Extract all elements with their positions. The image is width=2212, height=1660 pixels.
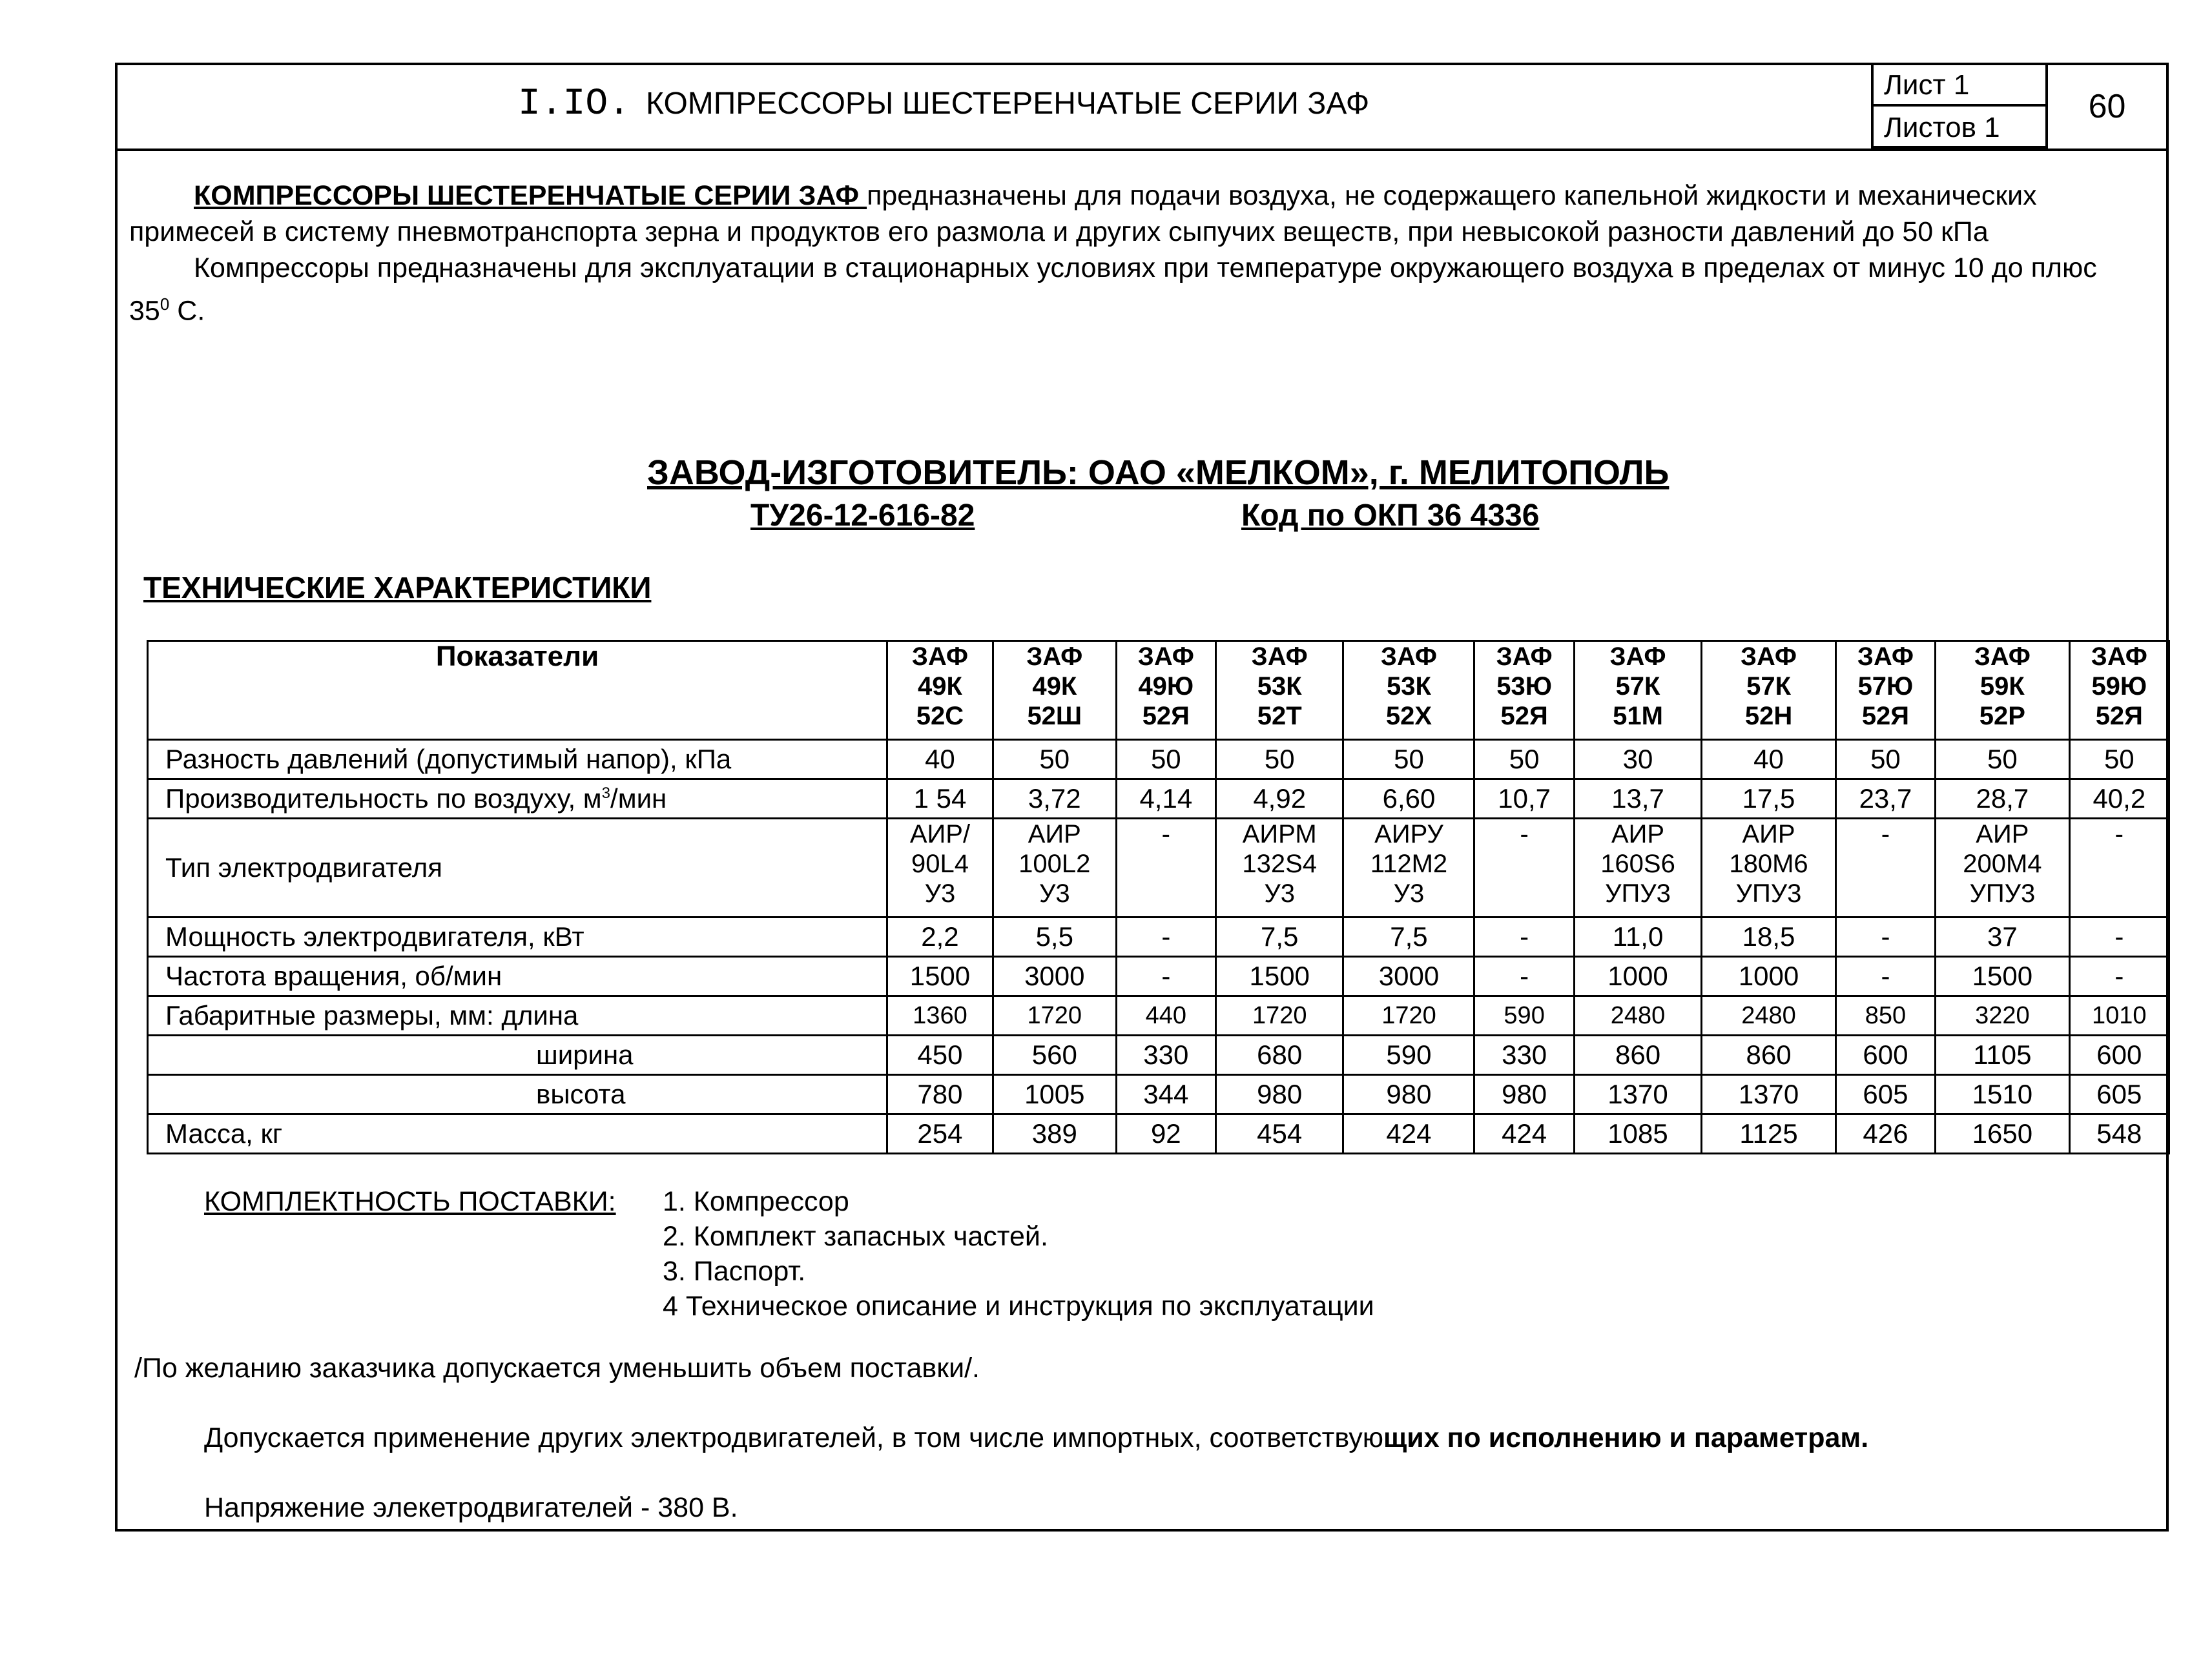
delivery-label: КОМПЛЕКТНОСТЬ ПОСТАВКИ: — [204, 1186, 616, 1217]
table-cell: 344 — [1116, 1075, 1215, 1114]
row-label: Габаритные размеры, мм: длина — [148, 996, 887, 1036]
table-header-row — [148, 641, 2169, 740]
table-cell: 2480 — [1574, 996, 1701, 1036]
table-cell: 780 — [887, 1075, 993, 1114]
table-cell: 424 — [1474, 1114, 1574, 1154]
table-row-pressure — [148, 740, 2169, 779]
row-label: высота — [148, 1075, 887, 1114]
specs-heading: ТЕХНИЧЕСКИЕ ХАРАКТЕРИСТИКИ — [143, 571, 652, 604]
column-header-model: ЗАФ 49Ю 52Я — [1116, 641, 1215, 740]
table-cell: 3000 — [993, 957, 1116, 996]
table-cell: 1720 — [1215, 996, 1343, 1036]
table-cell: 30 — [1574, 740, 1701, 779]
table-cell: 7,5 — [1343, 917, 1474, 957]
row-label: Мощность электродвигателя, кВт — [148, 917, 887, 957]
table-cell: - — [2069, 819, 2169, 917]
customer-note: /По желанию заказчика допускается уменьшить объем поставки/. — [134, 1353, 980, 1384]
table-cell: 1085 — [1574, 1114, 1701, 1154]
table-cell: 590 — [1343, 1036, 1474, 1075]
table-cell: 37 — [1936, 917, 2070, 957]
table-cell: 600 — [2069, 1036, 2169, 1075]
table-cell: - — [1835, 917, 1935, 957]
table-cell: 18,5 — [1702, 917, 1836, 957]
intro-text — [129, 178, 2144, 329]
intro-p2-b: С. — [169, 295, 205, 327]
table-cell: 50 — [1474, 740, 1574, 779]
table-cell: 6,60 — [1343, 779, 1474, 819]
section-number: I.IO. — [518, 83, 631, 125]
table-cell: 50 — [2069, 740, 2169, 779]
table-cell: АИР 160S6 УПУ3 — [1574, 819, 1701, 917]
column-header-model: ЗАФ 57К 51М — [1574, 641, 1701, 740]
intro-paragraph-2 — [129, 250, 2144, 329]
table-cell: 605 — [1835, 1075, 1935, 1114]
table-cell: 1370 — [1574, 1075, 1701, 1114]
table-cell: АИР 200М4 УПУ3 — [1936, 819, 2070, 917]
table-cell: 1000 — [1574, 957, 1701, 996]
table-cell: 1005 — [993, 1075, 1116, 1114]
page-number: 60 — [2045, 65, 2166, 149]
degree-sup: 0 — [160, 294, 170, 314]
table-cell: АИРМ 132S4 У3 — [1215, 819, 1343, 917]
table-cell: 13,7 — [1574, 779, 1701, 819]
table-cell: 1360 — [887, 996, 993, 1036]
table-cell: 850 — [1835, 996, 1935, 1036]
table-cell: 1500 — [887, 957, 993, 996]
table-cell: 1370 — [1702, 1075, 1836, 1114]
row-label: Тип электродвигателя — [148, 819, 887, 917]
table-row-capacity — [148, 779, 2169, 819]
column-header-model: ЗАФ 57Ю 52Я — [1835, 641, 1935, 740]
column-header-model: ЗАФ 57К 52Н — [1702, 641, 1836, 740]
table-cell: 330 — [1474, 1036, 1574, 1075]
table-cell: 860 — [1702, 1036, 1836, 1075]
table-cell: 50 — [1215, 740, 1343, 779]
table-cell: 2,2 — [887, 917, 993, 957]
list-item: 2. Комплект запасных частей. — [663, 1221, 1048, 1252]
table-cell: 2480 — [1702, 996, 1836, 1036]
table-cell: - — [1116, 917, 1215, 957]
table-cell: 3,72 — [993, 779, 1116, 819]
table-cell: 1 54 — [887, 779, 993, 819]
table-cell: 50 — [1936, 740, 2070, 779]
column-header-model: ЗАФ 53К 52Т — [1215, 641, 1343, 740]
table-cell: 440 — [1116, 996, 1215, 1036]
table-cell: 454 — [1215, 1114, 1343, 1154]
table-cell: 50 — [993, 740, 1116, 779]
table-cell: - — [1116, 957, 1215, 996]
intro-p2-a: Компрессоры предназначены для эксплуатации в стационарных условиях при температуре окружающего воздуха в пределах от минус 10 до плюс 35 — [129, 252, 2097, 327]
specs-table — [147, 640, 2170, 1154]
table-row-mass — [148, 1114, 2169, 1154]
table-row-length — [148, 996, 2169, 1036]
table-cell: 680 — [1215, 1036, 1343, 1075]
table-cell: 1125 — [1702, 1114, 1836, 1154]
table-cell: 1650 — [1936, 1114, 2070, 1154]
motor-note: Допускается применение других электродвигателей, в том числе импортных, соответствующих по исполнению и параметрам. — [204, 1422, 1869, 1453]
row-label: Масса, кг — [148, 1114, 887, 1154]
table-cell: 426 — [1835, 1114, 1935, 1154]
table-cell: 4,92 — [1215, 779, 1343, 819]
table-cell: 50 — [1835, 740, 1935, 779]
table-cell: 450 — [887, 1036, 993, 1075]
table-cell: 1000 — [1702, 957, 1836, 996]
list-item: 4 Техническое описание и инструкция по эксплуатации — [663, 1291, 1374, 1322]
table-cell: 1500 — [1936, 957, 2070, 996]
okp-code: Код по ОКП 36 4336 — [1241, 498, 1540, 533]
table-row-power — [148, 917, 2169, 957]
table-cell: 1720 — [993, 996, 1116, 1036]
table-cell: 23,7 — [1835, 779, 1935, 819]
table-row-height — [148, 1075, 2169, 1114]
table-cell: 40 — [887, 740, 993, 779]
table-cell: 548 — [2069, 1114, 2169, 1154]
manufacturer: ЗАВОД-ИЗГОТОВИТЕЛЬ: ОАО «МЕЛКОМ», г. МЕЛИТОПОЛЬ — [647, 453, 1669, 492]
list-item: 3. Паспорт. — [663, 1256, 806, 1287]
row-label: Разность давлений (допустимый напор), кПа — [148, 740, 887, 779]
table-cell: 40 — [1702, 740, 1836, 779]
column-header-model: ЗАФ 59Ю 52Я — [2069, 641, 2169, 740]
table-cell: - — [2069, 917, 2169, 957]
row-label: ширина — [148, 1036, 887, 1075]
delivery-list — [663, 1184, 1374, 1324]
table-cell: 330 — [1116, 1036, 1215, 1075]
table-cell: 590 — [1474, 996, 1574, 1036]
table-cell: 10,7 — [1474, 779, 1574, 819]
table-cell: 3220 — [1936, 996, 2070, 1036]
table-cell: - — [1116, 819, 1215, 917]
column-header-model: ЗАФ 53Ю 52Я — [1474, 641, 1574, 740]
table-cell: - — [1474, 957, 1574, 996]
table-cell: - — [1474, 917, 1574, 957]
table-cell: - — [1835, 957, 1935, 996]
intro-paragraph-1 — [129, 178, 2144, 250]
voltage-note: Напряжение элекетродвигателей - 380 В. — [204, 1492, 738, 1523]
document-sheet — [115, 63, 2169, 1532]
table-cell: 5,5 — [993, 917, 1116, 957]
table-cell: 389 — [993, 1114, 1116, 1154]
table-row-width — [148, 1036, 2169, 1075]
column-header-model: ЗАФ 49К 52С — [887, 641, 993, 740]
sheet-label: Лист 1 — [1874, 65, 2045, 107]
table-cell: 980 — [1343, 1075, 1474, 1114]
table-cell: 7,5 — [1215, 917, 1343, 957]
table-cell: 4,14 — [1116, 779, 1215, 819]
table-cell: 1720 — [1343, 996, 1474, 1036]
table-cell: - — [1474, 819, 1574, 917]
table-cell: 11,0 — [1574, 917, 1701, 957]
column-header-model: ЗАФ 49К 52Ш — [993, 641, 1116, 740]
table-cell: 860 — [1574, 1036, 1701, 1075]
column-header-model: ЗАФ 53К 52Х — [1343, 641, 1474, 740]
table-cell: 1105 — [1936, 1036, 2070, 1075]
page-title — [518, 83, 1369, 125]
title-text: КОМПРЕССОРЫ ШЕСТЕРЕНЧАТЫЕ СЕРИИ ЗАФ — [646, 87, 1370, 121]
table-cell: 28,7 — [1936, 779, 2070, 819]
table-cell: - — [2069, 957, 2169, 996]
table-cell: 560 — [993, 1036, 1116, 1075]
table-cell: АИР 180М6 УПУ3 — [1702, 819, 1836, 917]
table-cell: АИРУ 112М2 У3 — [1343, 819, 1474, 917]
table-cell: 50 — [1116, 740, 1215, 779]
sheet-counter — [1871, 65, 2045, 149]
table-cell: 1010 — [2069, 996, 2169, 1036]
table-cell: - — [1835, 819, 1935, 917]
table-cell: 424 — [1343, 1114, 1474, 1154]
table-cell: 1510 — [1936, 1075, 2070, 1114]
table-cell: 17,5 — [1702, 779, 1836, 819]
table-cell: 980 — [1215, 1075, 1343, 1114]
table-cell: 92 — [1116, 1114, 1215, 1154]
table-cell: 3000 — [1343, 957, 1474, 996]
table-row-speed — [148, 957, 2169, 996]
row-label: Производительность по воздуху, $м^3$/мин — [148, 779, 887, 819]
tech-spec-code: ТУ26-12-616-82 — [750, 498, 975, 533]
intro-lead: КОМПРЕССОРЫ ШЕСТЕРЕНЧАТЫЕ СЕРИИ ЗАФ — [194, 180, 867, 211]
row-label: Частота вращения, об/мин — [148, 957, 887, 996]
table-cell: АИР 100L2 У3 — [993, 819, 1116, 917]
table-cell: 40,2 — [2069, 779, 2169, 819]
column-header-name: Показатели — [148, 641, 887, 740]
list-item: 1. Компрессор — [663, 1186, 849, 1217]
table-cell: 600 — [1835, 1036, 1935, 1075]
table-cell: 254 — [887, 1114, 993, 1154]
table-cell: 980 — [1474, 1075, 1574, 1114]
title-block — [118, 65, 2166, 151]
sheets-label: Листов 1 — [1874, 107, 2045, 149]
table-row-motor-type — [148, 819, 2169, 917]
table-cell: 605 — [2069, 1075, 2169, 1114]
table-cell: 50 — [1343, 740, 1474, 779]
intro-p1: предназначены для подачи воздуха, не содержащего капельной жидкости и механических примесей в систему пневмотранспорта зерна и продуктов его размола и других сыпучих веществ, при невысокой разности давлений до 50 кПа — [129, 180, 2037, 247]
column-header-model: ЗАФ 59К 52Р — [1936, 641, 2070, 740]
table-cell: АИР/ 90L4 У3 — [887, 819, 993, 917]
table-cell: 1500 — [1215, 957, 1343, 996]
